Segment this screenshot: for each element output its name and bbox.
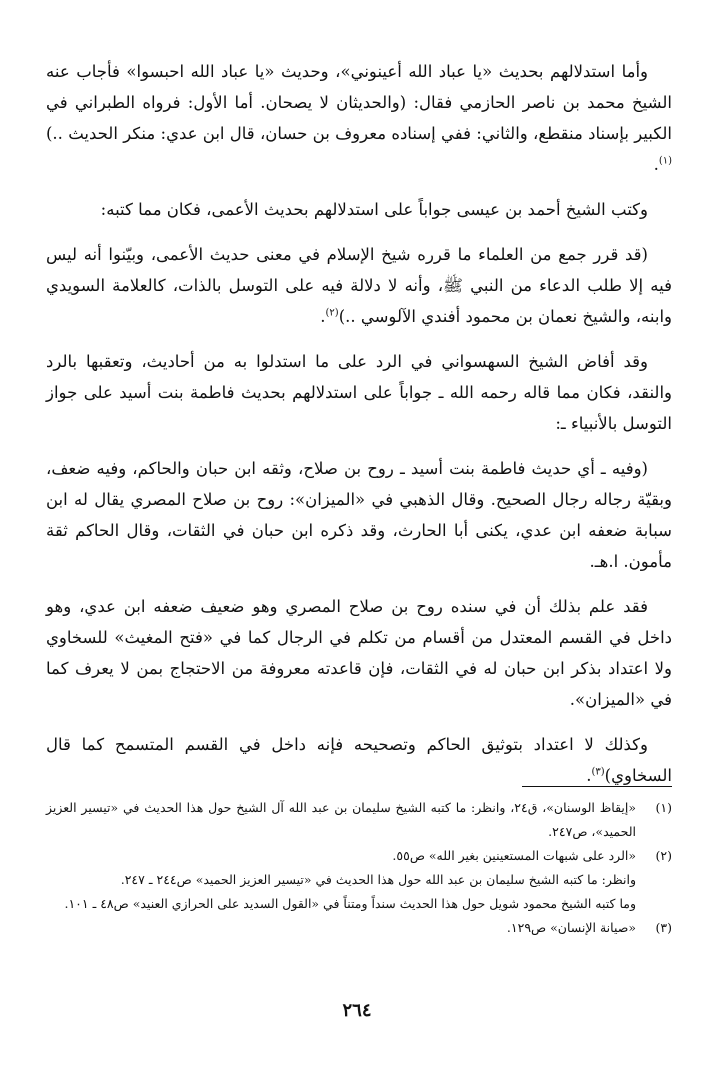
footnote-divider: [522, 786, 672, 787]
paragraph-5: (وفيه ـ أي حديث فاطمة بنت أسيد ـ روح بن صلاح، وثقه ابن حبان والحاكم، وفيه ضعف، وبقيّة رجاله رجال الصحيح. وقال الذهبي في «الميزان»: روح بن صلاح المصري يقال له ابن سبابة ضعفه ابن عدي، يكنى أبا الحارث، وقد ذكره ابن حبان في الثقات، وقال الحاكم ثقة مأمون. ا.هـ.: [46, 459, 672, 571]
footnote-1: [46, 796, 672, 844]
paragraph-2: وكتب الشيخ أحمد بن عيسى جواباً على استدلالهم بحديث الأعمى، فكان مما كتبه:: [100, 200, 648, 219]
paragraph-1: وأما استدلالهم بحديث «يا عباد الله أعينوني»، وحديث «يا عباد الله احبسوا» فأجاب عنه الشيخ محمد بن ناصر الحازمي فقال: (والحديثان لا يصحان. أما الأول: فرواه الطبراني في الكبير بإسناد منقطع، والثاني: ففي إسناده معروف بن حسان، قال ابن عدي: منكر الحديث ..)$^{(١)}$.: [46, 62, 672, 174]
footnote-number: (٣): [655, 920, 672, 935]
paragraph-7: وكذلك لا اعتداد بتوثيق الحاكم وتصحيحه فإنه داخل في القسم المتسمح كما قال السخاوي)$^{(٣)}$.: [46, 735, 672, 785]
paragraph-4: وقد أفاض الشيخ السهسواني في الرد على ما استدلوا به من أحاديث، وتعقبها بالرد والنقد، فكان مما قاله رحمه الله ـ جواباً على استدلالهم بحديث فاطمة بنت أسيد على جواز التوسل بالأنبياء ـ:: [46, 352, 672, 433]
main-text: [46, 56, 672, 805]
footnote-3: [46, 916, 672, 940]
footnote-line: «صيانة الإنسان» ص١٢٩.: [506, 920, 636, 935]
footnote-ref-1[interactable]: (١): [658, 155, 672, 167]
paragraph-3: (قد قرر جمع من العلماء ما قرره شيخ الإسلام في معنى حديث الأعمى، وبيّنوا أنه ليس فيه إلا طلب الدعاء من النبي ﷺ، وأنه لا دلالة فيه على التوسل بالذات، كالعلامة السويدي وابنه، والشيخ نعمان بن محمود أفندي الآلوسي ..)$^{(٢)}$.: [46, 245, 672, 326]
paragraph-6: فقد علم بذلك أن في سنده روح بن صلاح المصري وهو ضعيف ضعفه ابن عدي، وهو داخل في القسم المعتدل من أقسام من تكلم في الرجال كما في «فتح المغيث» للسخاوي ولا اعتداد بذكر ابن حبان له في الثقات، فإن قاعدته معروفة من الاحتجاج بمن لا يعرف كما في «الميزان».: [46, 597, 672, 709]
footnote-2: [46, 844, 672, 916]
page-number: ٢٦٤: [342, 1000, 372, 1021]
footnote-ref-3[interactable]: (٣): [591, 766, 605, 778]
footnote-number: (١): [655, 800, 672, 815]
footnote-line: وما كتبه الشيخ محمود شويل حول هذا الحديث سنداً ومتناً في «القول السديد على الحرازي العنيد» ص٤٨ ـ ١٠١.: [64, 896, 636, 911]
footnote-number: (٢): [655, 848, 672, 863]
footnote-line: «إيقاظ الوسنان»، ق٢٤، وانظر: ما كتبه الشيخ سليمان بن عبد الله آل الشيخ حول هذا الحديث في «تيسير العزيز الحميد»، ص٢٤٧.: [46, 800, 636, 839]
footnotes: [46, 796, 672, 940]
footnote-ref-2[interactable]: (٢): [325, 307, 339, 319]
footnote-line: «الرد على شبهات المستعينين بغير الله» ص٥٥.: [392, 848, 636, 863]
footnote-line: وانظر: ما كتبه الشيخ سليمان بن عبد الله حول هذا الحديث في «تيسير العزيز الحميد» ص٢٤٤ ـ ٢٤٧.: [120, 872, 636, 887]
